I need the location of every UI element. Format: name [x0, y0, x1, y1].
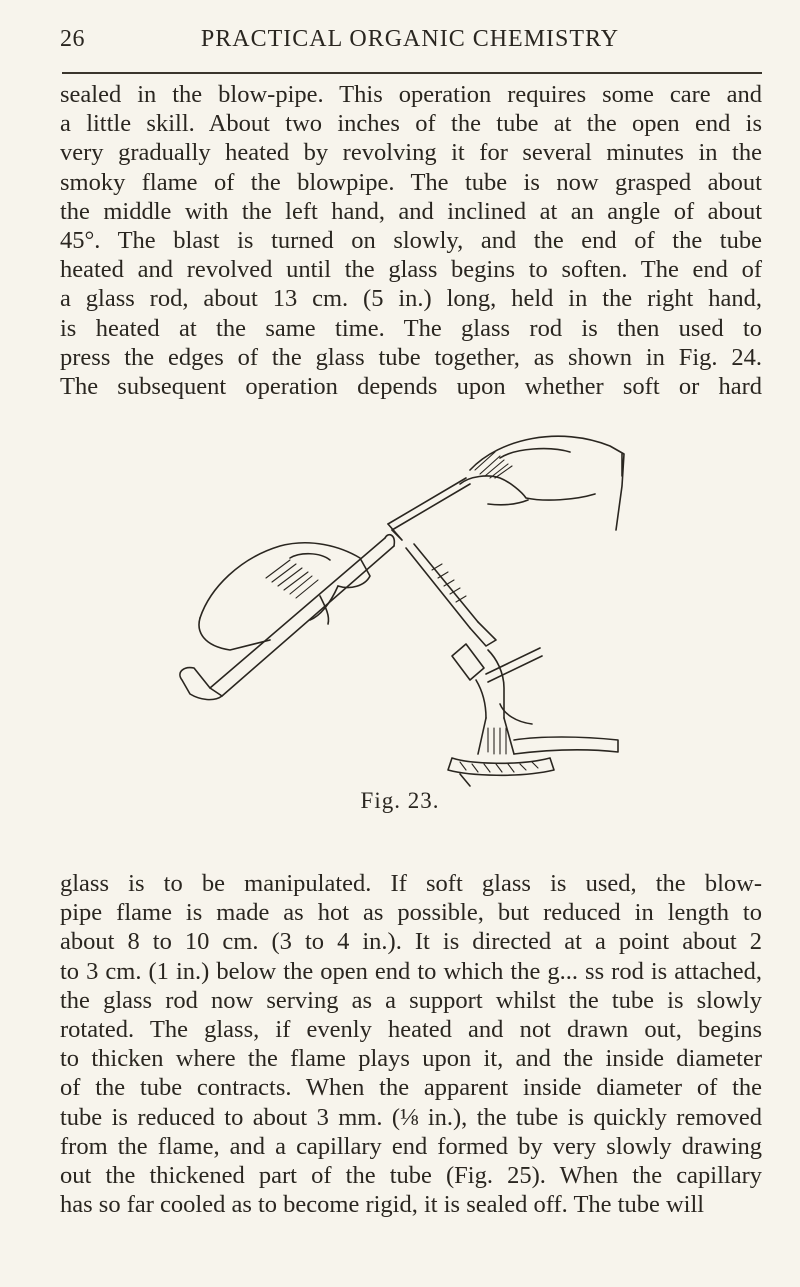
- text-line: heated and revolved until the glass begins to soften. The end of: [60, 256, 762, 284]
- text-line: sealed in the blow-pipe. This operation requires some care and: [60, 81, 762, 108]
- blowpipe-illustration: [170, 418, 640, 788]
- running-title: PRACTICAL ORGANIC CHEMISTRY: [200, 26, 620, 52]
- text-line: of the tube contracts. When the apparent inside diameter of the: [60, 1074, 762, 1102]
- paragraph-1: [60, 80, 762, 401]
- figure-23: [170, 418, 640, 788]
- text-line: rotated. The glass, if evenly heated and not drawn out, begins: [60, 1015, 762, 1043]
- text-line: smoky flame of the blowpipe. The tube is now grasped about: [60, 168, 762, 196]
- text-line: press the edges of the glass tube together, as shown in Fig. 24.: [60, 343, 762, 371]
- text-line: is heated at the same time. The glass rod is then used to: [60, 314, 762, 342]
- text-line: about 8 to 10 cm. (3 to 4 in.). It is directed at a point about 2: [60, 928, 762, 956]
- text-line: tube is reduced to about 3 mm. (⅛ in.), the tube is quickly removed: [60, 1103, 762, 1131]
- header-rule: [62, 72, 762, 74]
- text-line: a glass rod, about 13 cm. (5 in.) long, held in the right hand,: [60, 285, 762, 313]
- text-line: from the flame, and a capillary end formed by very slowly drawing: [60, 1132, 762, 1160]
- text-line: has so far cooled as to become rigid, it is sealed off. The tube will: [60, 1191, 705, 1219]
- text-line: out the thickened part of the tube (Fig. 25). When the capillary: [60, 1161, 762, 1189]
- text-line: the glass rod now serving as a support whilst the tube is slowly: [60, 986, 762, 1014]
- text-line: glass is to be manipulated. If soft glass is used, the blow-: [60, 870, 762, 897]
- text-line: The subsequent operation depends upon whether soft or hard: [60, 372, 762, 400]
- paragraph-2: [60, 869, 762, 1219]
- text-line: very gradually heated by revolving it for several minutes in the: [60, 139, 762, 167]
- text-line: a little skill. About two inches of the tube at the open end is: [60, 110, 762, 138]
- text-line: pipe flame is made as hot as possible, but reduced in length to: [60, 899, 762, 927]
- text-line: 45°. The blast is turned on slowly, and the end of the tube: [60, 226, 762, 254]
- text-line: to thicken where the flame plays upon it, and the inside diameter: [60, 1045, 762, 1073]
- page-number: 26: [60, 26, 85, 52]
- figure-caption: Fig. 23.: [360, 788, 440, 813]
- text-line: the middle with the left hand, and inclined at an angle of about: [60, 197, 762, 225]
- text-line: to 3 cm. (1 in.) below the open end to which the g... ss rod is attached,: [60, 957, 762, 985]
- page-header: [60, 24, 760, 60]
